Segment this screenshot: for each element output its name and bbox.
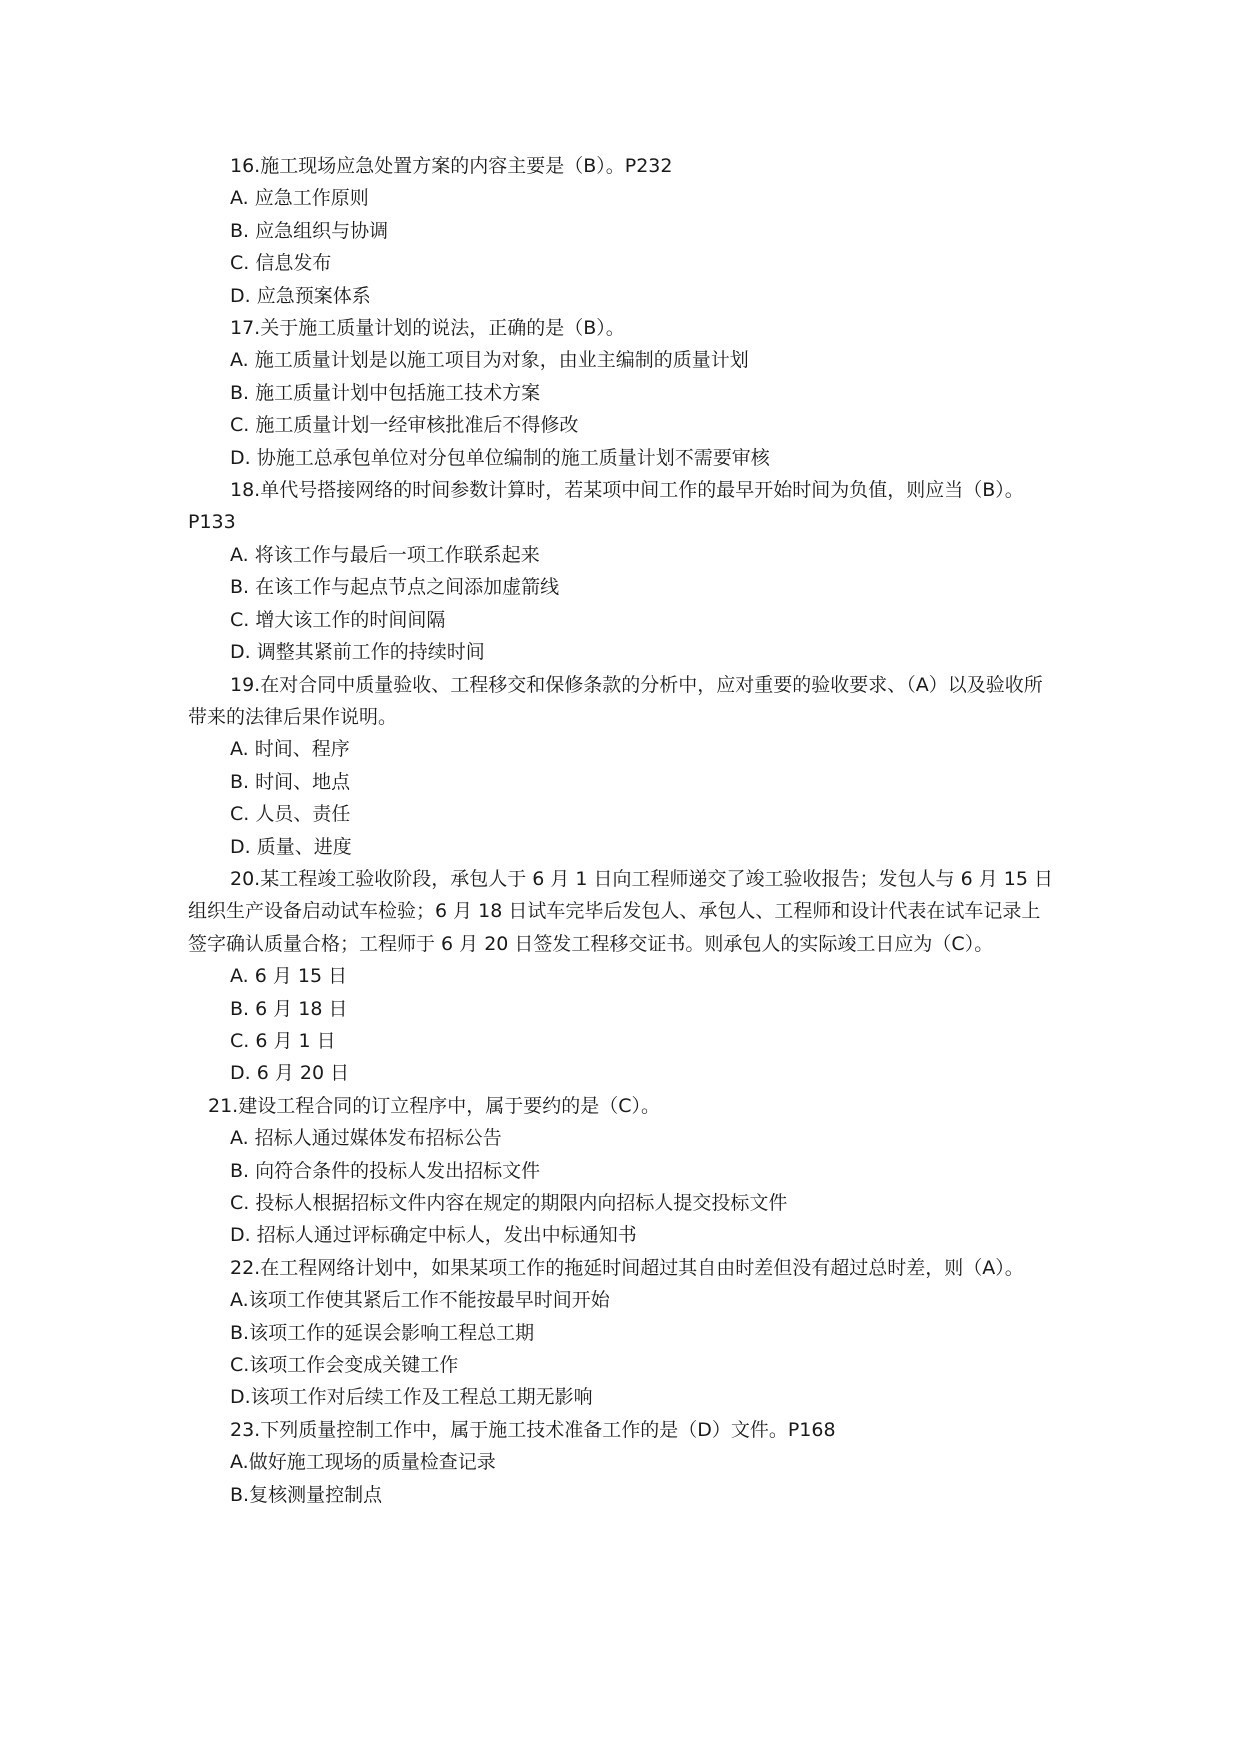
question-stem: 22.在工程网络计划中，如果某项工作的拖延时间超过其自由时差但没有超过总时差，则（A）。 [230, 1256, 1024, 1279]
option-b: B. 向符合条件的投标人发出招标文件 [230, 1159, 541, 1182]
option-c: C. 6 月 1 日 [230, 1029, 336, 1052]
option-b: B.该项工作的延误会影响工程总工期 [230, 1321, 535, 1344]
question-list [188, 150, 1054, 1511]
option-d: D. 调整其紧前工作的持续时间 [230, 641, 485, 664]
option-b: B.复核测量控制点 [230, 1483, 383, 1506]
option-c: C. 投标人根据招标文件内容在规定的期限内向招标人提交投标文件 [230, 1192, 788, 1214]
question-stem: 17.关于施工质量计划的说法，正确的是（B）。 [230, 317, 625, 340]
option-a: A.做好施工现场的质量检查记录 [230, 1451, 496, 1474]
option-d: D. 6 月 20 日 [230, 1062, 350, 1085]
option-a: A. 将该工作与最后一项工作联系起来 [230, 543, 540, 566]
question-stem: 18.单代号搭接网络的时间参数计算时，若某项中间工作的最早开始时间为负值，则应当（B）。P133 [188, 479, 1024, 534]
question-17 [188, 312, 1054, 474]
option-b: B. 应急组织与协调 [230, 219, 389, 242]
question-23 [188, 1414, 1054, 1511]
option-c: C. 信息发布 [230, 252, 332, 275]
question-stem: 20.某工程竣工验收阶段，承包人于 6 月 1 日向工程师递交了竣工验收报告；发包人与 6 月 15 日组织生产设备启动试车检验；6 月 18 日试车完毕后发包人、承包人、工程师和设计代表在试车记录上签字确认质量合格；工程师于 6 月 20 日签发工程移交证书。则承包人的实际竣工日应为（C）。 [188, 867, 1053, 955]
option-c: C. 增大该工作的时间间隔 [230, 608, 446, 631]
option-a: A. 施工质量计划是以施工项目为对象，由业主编制的质量计划 [230, 349, 749, 372]
option-a: A. 招标人通过媒体发布招标公告 [230, 1127, 502, 1150]
option-a: A. 应急工作原则 [230, 187, 369, 210]
option-c: C.该项工作会变成关键工作 [230, 1354, 459, 1377]
option-a: A.该项工作使其紧后工作不能按最早时间开始 [230, 1289, 610, 1312]
option-b: B. 时间、地点 [230, 770, 351, 793]
option-a: A. 时间、程序 [230, 738, 350, 761]
question-20 [188, 863, 1054, 1090]
question-16 [188, 150, 1054, 312]
option-c: C. 施工质量计划一经审核批准后不得修改 [230, 414, 579, 437]
question-21 [188, 1090, 1054, 1252]
option-d: D. 应急预案体系 [230, 284, 371, 307]
question-22 [188, 1252, 1054, 1414]
option-a: A. 6 月 15 日 [230, 965, 348, 988]
option-d: D.该项工作对后续工作及工程总工期无影响 [230, 1386, 593, 1409]
option-b: B. 在该工作与起点节点之间添加虚箭线 [230, 576, 560, 599]
question-19 [188, 669, 1054, 863]
question-stem: 21.建设工程合同的订立程序中，属于要约的是（C）。 [208, 1094, 660, 1117]
question-stem: 19.在对合同中质量验收、工程移交和保修条款的分析中，应对重要的验收要求、（A）以及验收所带来的法律后果作说明。 [188, 673, 1043, 728]
question-18 [188, 474, 1054, 668]
option-c: C. 人员、责任 [230, 803, 351, 826]
option-d: D. 协施工总承包单位对分包单位编制的施工质量计划不需要审核 [230, 446, 770, 469]
question-stem: 16.施工现场应急处置方案的内容主要是（B）。P232 [230, 155, 673, 177]
question-stem: 23.下列质量控制工作中，属于施工技术准备工作的是（D）文件。P168 [230, 1418, 836, 1441]
option-b: B. 6 月 18 日 [230, 997, 348, 1020]
option-d: D. 招标人通过评标确定中标人，发出中标通知书 [230, 1224, 637, 1247]
option-b: B. 施工质量计划中包括施工技术方案 [230, 381, 541, 404]
option-d: D. 质量、进度 [230, 835, 352, 858]
